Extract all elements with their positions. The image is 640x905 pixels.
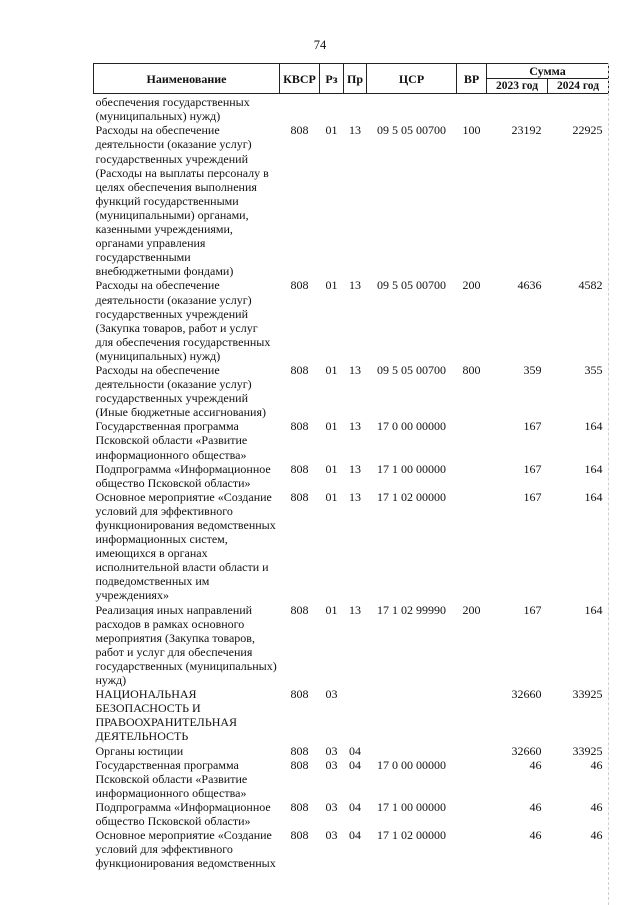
- col-header-rz: Рз: [320, 64, 344, 94]
- row-sum-2024: 4582: [578, 278, 603, 293]
- row-csr: 17 1 00 00000: [377, 799, 446, 814]
- table-row: [94, 828, 609, 870]
- row-kvsr: 808: [290, 419, 309, 434]
- row-sum-2024: 164: [584, 602, 603, 617]
- row-pr: 13: [349, 489, 361, 504]
- row-name: Государственная программа Псковской области «Развитие информационного общества»: [95, 757, 248, 800]
- row-csr: 09 5 05 00700: [377, 278, 446, 293]
- row-sum-2023: 167: [523, 461, 542, 476]
- table-row: [94, 603, 609, 688]
- table-row: [94, 687, 609, 743]
- row-vr: [457, 462, 487, 490]
- row-pr: 13: [349, 362, 361, 377]
- col-header-sum: Сумма: [487, 64, 609, 79]
- row-sum-2024: 46: [590, 757, 603, 772]
- row-name: Расходы на обеспечение деятельности (оказание услуг) государственных учреждений (Расходы на выплаты персоналу в целях обеспечения выполнения функций государственными (муниципальными) органами, казенными учреждениями, органами управления государственными внебюджетными фондами): [95, 123, 269, 279]
- table-row: [94, 758, 609, 800]
- row-sum-2023: [487, 94, 548, 124]
- row-kvsr: 808: [290, 687, 309, 702]
- row-kvsr: 808: [290, 278, 309, 293]
- row-vr: [457, 490, 487, 603]
- row-name: Расходы на обеспечение деятельности (оказание услуг) государственных учреждений (Закупка товаров, работ и услуг для обеспечения государственных (муниципальных) нужд): [95, 278, 271, 363]
- col-header-csr: ЦСР: [367, 64, 457, 94]
- row-vr: [457, 828, 487, 870]
- row-vr: 800: [462, 362, 481, 377]
- row-name: Основное мероприятие «Создание условий для эффективного функционирования ведомственных информационных систем, имеющихся в органах исполнительной власти области и подведомственных им учреждениях»: [95, 489, 276, 603]
- row-sum-2024: 46: [590, 799, 603, 814]
- row-pr: 13: [349, 602, 361, 617]
- row-csr: 09 5 05 00700: [377, 362, 446, 377]
- row-rz: 01: [325, 489, 338, 504]
- row-pr: 13: [349, 461, 361, 476]
- row-vr: 100: [462, 123, 481, 138]
- table-row: [94, 278, 609, 363]
- row-vr: 200: [462, 278, 481, 293]
- row-pr: 04: [349, 757, 361, 772]
- row-csr: 17 1 00 00000: [377, 461, 446, 476]
- row-vr: [457, 758, 487, 800]
- row-csr: 09 5 05 00700: [377, 123, 446, 138]
- row-kvsr: 808: [290, 489, 309, 504]
- row-sum-2024: 164: [584, 461, 603, 476]
- row-csr: [367, 687, 457, 743]
- row-pr: 13: [349, 419, 361, 434]
- row-csr: 17 0 00 00000: [377, 419, 446, 434]
- row-csr: [367, 94, 457, 124]
- row-kvsr: 808: [290, 602, 309, 617]
- row-name: НАЦИОНАЛЬНАЯ БЕЗОПАСНОСТЬ И ПРАВООХРАНИТЕЛЬНАЯ ДЕЯТЕЛЬНОСТЬ: [95, 687, 238, 744]
- row-pr: 13: [349, 278, 361, 293]
- table-row: [94, 800, 609, 828]
- row-sum-2023: 4636: [517, 278, 542, 293]
- row-pr: [344, 687, 367, 743]
- row-name: Расходы на обеспечение деятельности (оказание услуг) государственных учреждений (Иные бюджетные ассигнования): [95, 362, 266, 420]
- col-header-2023: 2023 год: [487, 79, 548, 94]
- row-csr: 17 1 02 00000: [377, 828, 446, 843]
- table-header: [94, 64, 609, 94]
- row-kvsr: 808: [290, 461, 309, 476]
- row-vr: 200: [462, 602, 481, 617]
- row-name: обеспечения государственных (муниципальных) нужд): [95, 95, 250, 124]
- budget-table: [93, 63, 609, 870]
- row-sum-2024: 355: [584, 362, 603, 377]
- table-row: [94, 490, 609, 603]
- col-header-name: Наименование: [94, 64, 280, 94]
- row-sum-2023: 167: [523, 489, 542, 504]
- row-vr: [457, 744, 487, 758]
- row-sum-2023: 167: [523, 602, 542, 617]
- row-rz: 03: [325, 799, 338, 814]
- row-kvsr: [280, 94, 320, 124]
- row-rz: 03: [325, 687, 338, 702]
- row-rz: 03: [325, 743, 338, 758]
- row-sum-2023: 46: [529, 799, 542, 814]
- table-row: [94, 744, 609, 758]
- table-row: [94, 123, 609, 278]
- row-sum-2024: 164: [584, 489, 603, 504]
- row-sum-2024: 33925: [572, 687, 603, 702]
- row-rz: [320, 94, 344, 124]
- table-row: [94, 363, 609, 419]
- row-pr: 04: [349, 828, 361, 843]
- row-vr: [457, 687, 487, 743]
- row-sum-2024: 33925: [572, 743, 603, 758]
- row-pr: 04: [349, 743, 361, 758]
- row-sum-2023: 359: [523, 362, 542, 377]
- row-vr: [457, 800, 487, 828]
- row-kvsr: 808: [290, 828, 309, 843]
- row-rz: 01: [325, 362, 338, 377]
- col-header-kvsr: КВСР: [280, 64, 320, 94]
- row-rz: 01: [325, 278, 338, 293]
- row-sum-2023: 32660: [511, 687, 542, 702]
- row-sum-2023: 23192: [511, 123, 542, 138]
- table-row: [94, 462, 609, 490]
- row-pr: 04: [349, 799, 361, 814]
- page-edge-line: [608, 63, 609, 905]
- row-name: Органы юстиции: [95, 743, 184, 758]
- row-pr: [344, 94, 367, 124]
- row-vr: [457, 94, 487, 124]
- row-rz: 03: [325, 828, 338, 843]
- row-sum-2023: 167: [523, 419, 542, 434]
- row-sum-2024: 46: [590, 828, 603, 843]
- row-sum-2023: 46: [529, 828, 542, 843]
- col-header-2024: 2024 год: [548, 79, 609, 94]
- row-csr: 17 1 02 99990: [377, 602, 446, 617]
- row-kvsr: 808: [290, 362, 309, 377]
- table-body: [94, 94, 609, 871]
- col-header-pr: Пр: [344, 64, 367, 94]
- row-csr: [367, 744, 457, 758]
- table-row: [94, 419, 609, 461]
- table-row: [94, 94, 609, 124]
- row-sum-2024: 164: [584, 419, 603, 434]
- row-sum-2024: [548, 94, 609, 124]
- row-rz: 01: [325, 419, 338, 434]
- row-kvsr: 808: [290, 799, 309, 814]
- row-csr: 17 0 00 00000: [377, 757, 446, 772]
- row-sum-2023: 32660: [511, 743, 542, 758]
- row-name: Основное мероприятие «Создание условий для эффективного функционирования ведомственных: [95, 828, 276, 871]
- row-sum-2024: 22925: [572, 123, 603, 138]
- row-csr: 17 1 02 00000: [377, 489, 446, 504]
- page-number: 74: [313, 38, 327, 52]
- row-kvsr: 808: [290, 757, 309, 772]
- col-header-vr: ВР: [457, 64, 487, 94]
- row-rz: 01: [325, 602, 338, 617]
- row-rz: 01: [325, 461, 338, 476]
- row-rz: 03: [325, 757, 338, 772]
- row-name: Реализация иных направлений расходов в рамках основного мероприятия (Закупка товаров, работ и услуг для обеспечения государственных (муниципальных) нужд): [95, 602, 277, 688]
- row-pr: 13: [349, 123, 361, 138]
- row-sum-2023: 46: [529, 757, 542, 772]
- row-name: Подпрограмма «Информационное общество Псковской области»: [95, 461, 271, 490]
- row-name: Подпрограмма «Информационное общество Псковской области»: [95, 799, 271, 828]
- row-vr: [457, 419, 487, 461]
- row-name: Государственная программа Псковской области «Развитие информационного общества»: [95, 419, 248, 462]
- row-kvsr: 808: [290, 123, 309, 138]
- row-rz: 01: [325, 123, 338, 138]
- row-kvsr: 808: [290, 743, 309, 758]
